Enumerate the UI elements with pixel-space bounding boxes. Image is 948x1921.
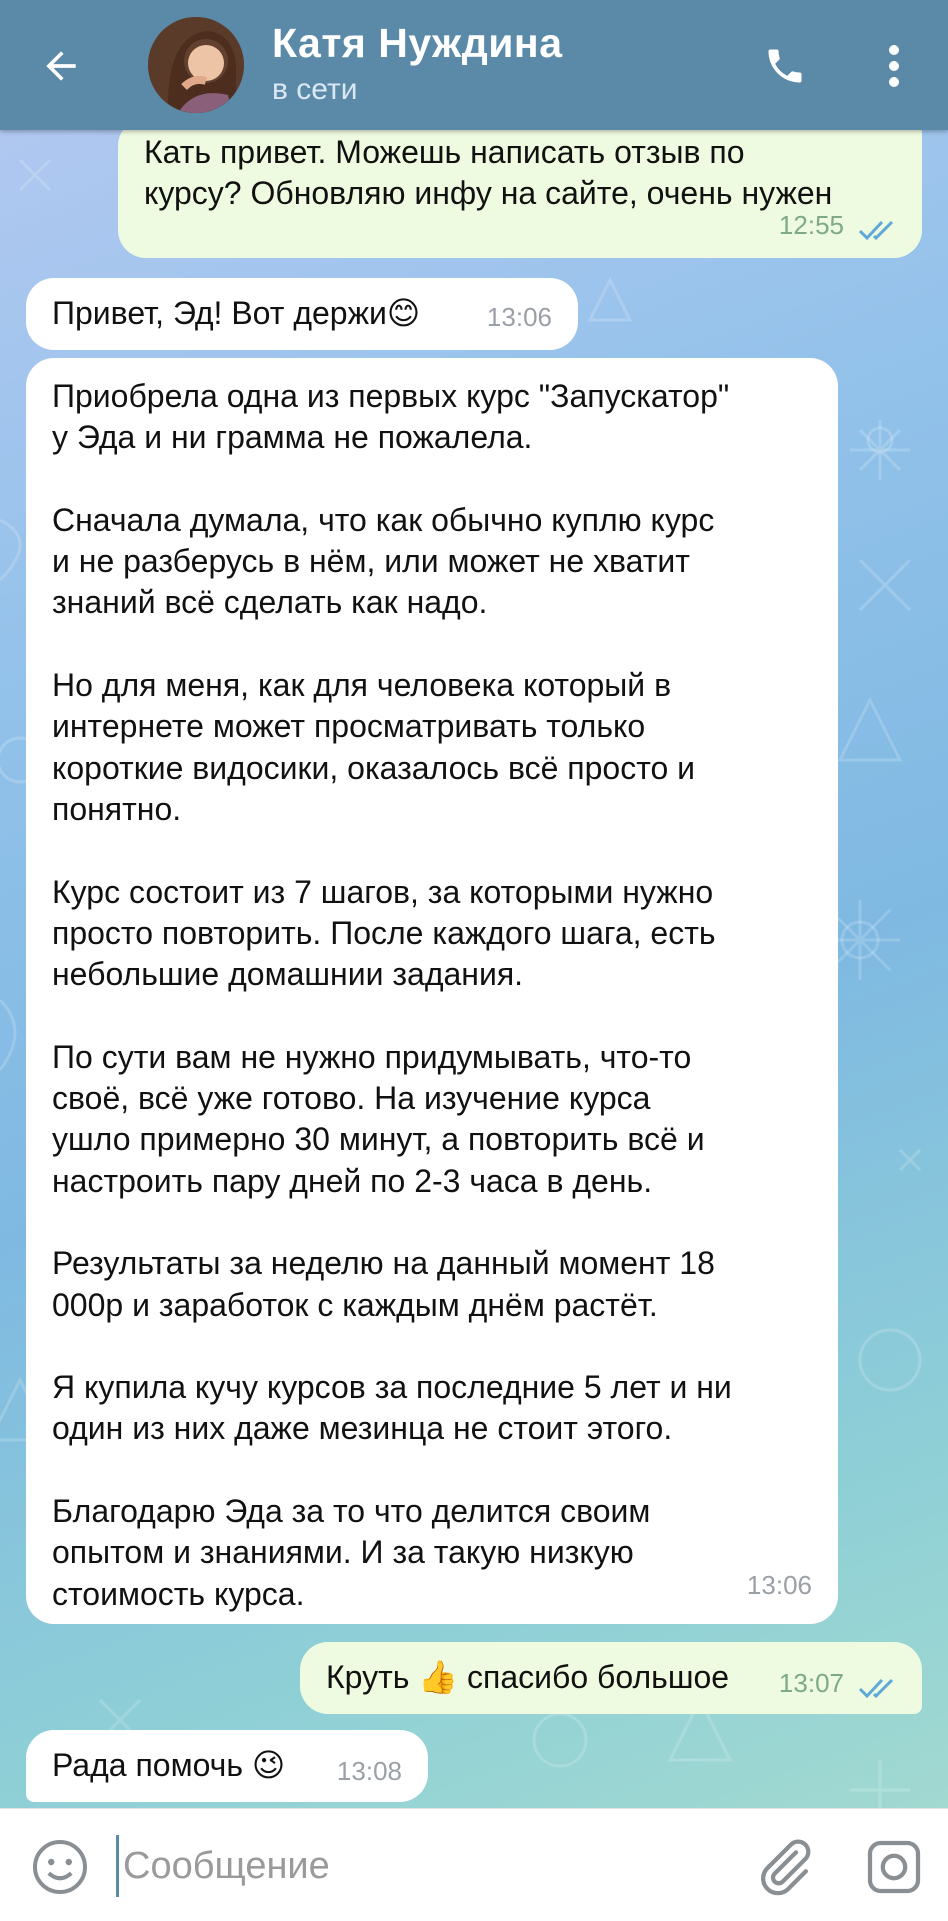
message-bubble-outgoing[interactable] bbox=[118, 118, 922, 258]
call-button[interactable] bbox=[752, 33, 818, 99]
message-time: 13:07 bbox=[778, 1668, 844, 1698]
message-bubble-incoming[interactable] bbox=[26, 358, 838, 1624]
phone-icon bbox=[763, 44, 807, 88]
paperclip-icon bbox=[752, 1835, 816, 1899]
attach-button[interactable] bbox=[752, 1835, 816, 1899]
message-input[interactable] bbox=[116, 1835, 723, 1897]
avatar[interactable] bbox=[148, 17, 244, 113]
more-options-button[interactable] bbox=[868, 33, 920, 99]
message-time: 12:55 bbox=[778, 210, 844, 240]
contact-status: в сети bbox=[272, 73, 358, 106]
back-button[interactable] bbox=[28, 33, 94, 99]
message-time: 13:06 bbox=[746, 1569, 812, 1600]
message-text: Приобрела одна из первых курс "Запускатор" у Эда и ни грамма не пожалела. Сначала думала, что как обычно куплю курс и не разберусь в нём, или может не хватит знаний всё сделать как надо. Но для меня, как для человека который в интернете может просматривать только короткие видосики, оказалось всё просто и понятно. Курс состоит из 7 шагов, за которыми нужно просто повторить. После каждого шага, есть небольшие домашнии задания. По сути вам не нужно придумывать, что-то своё, всё уже готово. На изучение курса ушло примерно 30 минут, а повторить всё и настроить пару дней по 2-3 часа в день. Результаты за неделю на данный момент 18 000р и заработок с каждым днём растёт. Я купила кучу курсов за последние 5 лет и ни один из них даже мезинца не стоит этого. Благодарю Эда за то что делится своим опытом и знаниями. И за такую низкую стоимость курса. bbox=[52, 378, 732, 1612]
camera-button[interactable] bbox=[862, 1835, 926, 1899]
message-time: 13:06 bbox=[486, 302, 552, 332]
chat-header bbox=[0, 0, 948, 130]
message-composer bbox=[0, 1808, 948, 1921]
double-check-icon bbox=[858, 218, 900, 242]
message-bubble-incoming[interactable] bbox=[26, 1730, 428, 1802]
double-check-icon bbox=[858, 1676, 900, 1700]
message-text: Привет, Эд! Вот держи😊 bbox=[52, 295, 421, 331]
camera-icon bbox=[862, 1835, 926, 1899]
back-arrow-icon bbox=[39, 44, 83, 88]
more-vertical-icon bbox=[888, 44, 900, 88]
message-bubble-outgoing[interactable] bbox=[300, 1642, 922, 1714]
message-text: Круть 👍 спасибо большое bbox=[326, 1659, 730, 1695]
message-text: Рада помочь 😉 bbox=[52, 1747, 286, 1783]
contact-name[interactable]: Катя Нуждина bbox=[272, 20, 563, 66]
message-text: Кать привет. Можешь написать отзыв по курсу? Обновляю инфу на сайте, очень нужен bbox=[144, 134, 833, 211]
emoji-icon bbox=[30, 1837, 90, 1897]
emoji-button[interactable] bbox=[30, 1837, 90, 1897]
message-time: 13:08 bbox=[336, 1756, 402, 1786]
message-bubble-incoming[interactable] bbox=[26, 278, 578, 350]
